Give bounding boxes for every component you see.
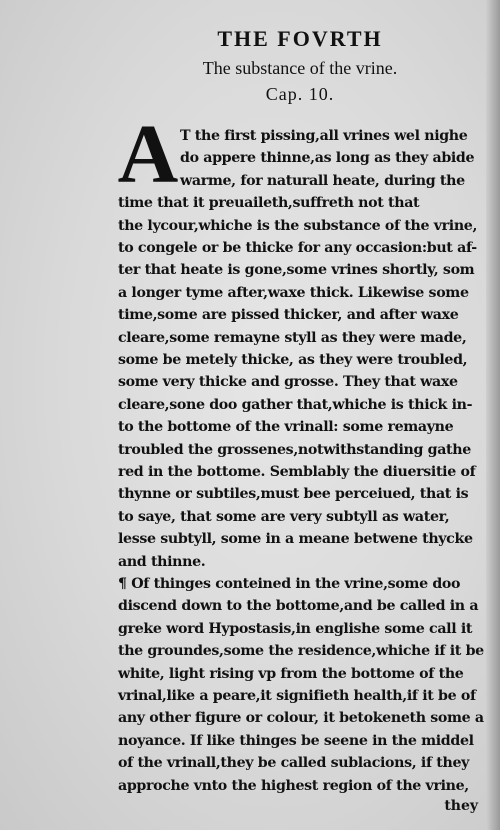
- text-line: noyance. If like thinges be seene in the middel: [118, 732, 474, 749]
- text-line: and thinne.: [118, 553, 206, 570]
- text-line: to the bottome of the vrinall: some remayne: [118, 419, 454, 436]
- text-line: vrinal,like a peare,it signifieth health,if it be of: [118, 688, 476, 704]
- text-line: red in the bottome. Semblably the diuersitie of: [118, 464, 476, 480]
- text-line: time that it preuaileth,suffreth not that: [118, 195, 420, 212]
- text-line: discend down to the bottome,and be called in a: [118, 598, 479, 615]
- text-line: lesse subtyll, some in a meane betwene thycke: [118, 531, 473, 548]
- text-line: T the first pissing,all vrines wel nighe: [180, 128, 468, 144]
- text-line: cleare,some remayne styll as they were made,: [118, 329, 467, 346]
- text-line: approche vnto the highest region of the vrine,: [118, 777, 469, 794]
- text-line: thynne or subtiles,must bee perceiued, that is: [118, 486, 469, 503]
- catchword: they: [444, 798, 478, 814]
- text-line: ter that heate is gone,some vrines shortly, som: [118, 262, 475, 279]
- page-gutter-shadow: [486, 0, 500, 830]
- text-line: a longer tyme after,waxe thick. Likewise some: [118, 284, 469, 301]
- text-line: ¶ Of thinges conteined in the vrine,some doo: [118, 576, 461, 592]
- text-line: time,some are pissed thicker, and after waxe: [118, 307, 459, 324]
- text-line: white, light rising vp from the bottome of the: [118, 665, 464, 682]
- text-line: cleare,sone doo gather that,whiche is thick in-: [118, 396, 473, 413]
- chapter-number: Cap. 10.: [265, 84, 335, 104]
- drop-cap: A: [117, 108, 179, 201]
- text-line: troubled the grossenes,notwithstanding gathe: [118, 441, 471, 458]
- text-line: some very thicke and grosse. They that waxe: [118, 374, 458, 391]
- text-line: greke word Hypostasis,in englishe some call it: [118, 620, 473, 637]
- text-line: of the vrinall,they be called sublacions, if they: [118, 755, 470, 772]
- text-line: any other figure or colour, it betokeneth some a: [118, 710, 484, 727]
- text-line: to saye, that some are very subtyll as water,: [118, 508, 450, 525]
- text-line: some be metely thicke, as they were troubled,: [118, 352, 468, 368]
- section-subtitle: The substance of the vrine.: [202, 58, 398, 78]
- text-line: the groundes,some the residence,whiche if it be: [118, 643, 484, 660]
- running-head: THE FOVRTH: [217, 26, 383, 51]
- text-line: do appere thinne,as long as they abide: [180, 150, 475, 167]
- text-line: warme, for naturall heate, during the: [180, 172, 465, 189]
- text-line: to congele or be thicke for any occasion:but af-: [118, 240, 477, 256]
- text-line: the lycour,whiche is the substance of the vrine,: [118, 217, 478, 234]
